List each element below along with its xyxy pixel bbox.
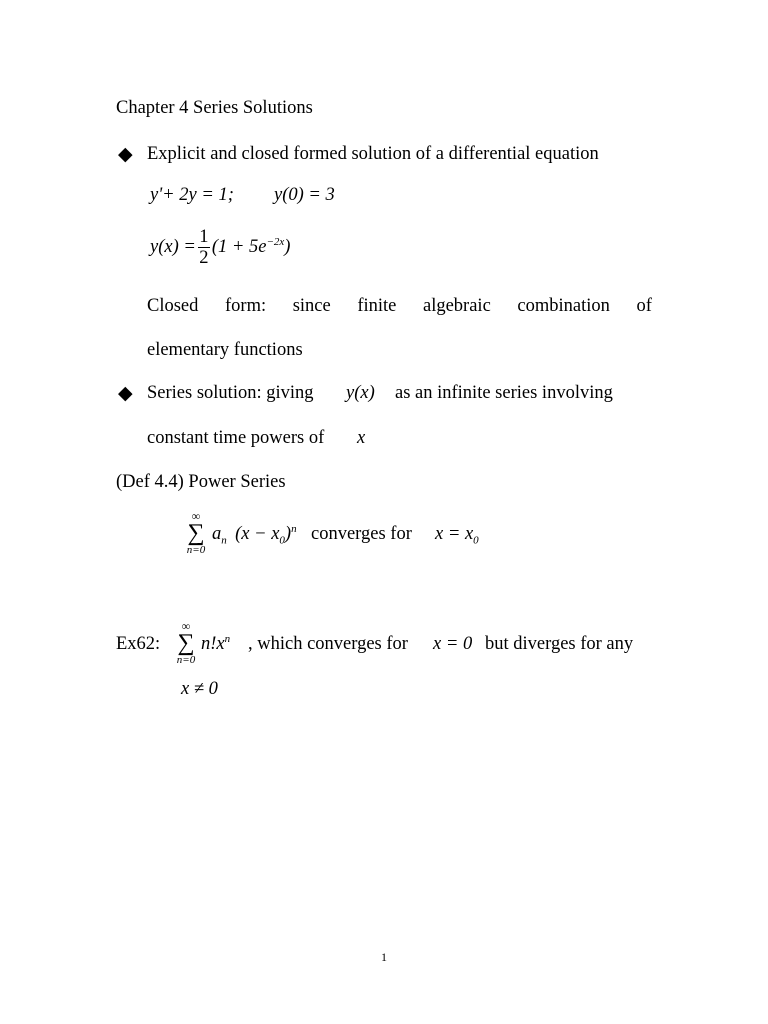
closed-form-line2: elementary functions: [147, 340, 303, 360]
sigma-icon: ∑: [177, 630, 195, 656]
example-label: Ex62:: [116, 634, 161, 654]
diamond-bullet-icon: ◆: [118, 144, 133, 165]
definition-title: (Def 4.4) Power Series: [116, 472, 286, 492]
page-title: Chapter 4 Series Solutions: [116, 98, 313, 118]
word: form:: [225, 296, 267, 316]
sum-upper-limit: ∞: [181, 619, 191, 633]
bullet2-math: y(x): [346, 383, 375, 403]
sum-lower-limit: n=0: [176, 654, 196, 666]
word: Closed: [147, 296, 199, 316]
word: of: [636, 296, 652, 316]
bullet1-text: Explicit and closed formed solution of a differential equation: [147, 144, 599, 164]
power-series-term: $a_n$ $(x - x_0)^n$: [212, 522, 297, 547]
example-term: $n!x^n$: [201, 632, 231, 654]
sum-upper-limit: ∞: [191, 509, 201, 523]
page-number: 1: [381, 950, 387, 964]
equation-ode: y'+ 2y = 1;: [150, 185, 234, 205]
exponent: −2x: [266, 235, 285, 248]
equation-solution: [150, 227, 290, 268]
equation-initial-condition: y(0) = 3: [274, 185, 335, 205]
bullet2-line2: constant time powers of: [147, 428, 325, 448]
bullet2-text-b: as an infinite series involving: [395, 383, 613, 403]
fraction-numerator: 1: [199, 227, 209, 247]
fraction-one-half: [198, 227, 210, 268]
example-condition: x = 0: [433, 634, 473, 654]
definition-condition: $x = x_0$: [435, 524, 479, 547]
word: combination: [517, 296, 610, 316]
example-text-a: , which converges for: [248, 634, 408, 654]
word: finite: [357, 296, 397, 316]
example-text-b: but diverges for any: [485, 634, 634, 654]
example-line2: x ≠ 0: [181, 679, 218, 699]
fraction-denominator: 2: [199, 248, 209, 268]
bullet2-text-a: Series solution: giving: [147, 383, 314, 403]
sigma-icon: ∑: [187, 520, 205, 546]
definition-text: converges for: [311, 524, 412, 544]
word: since: [292, 296, 331, 316]
diamond-bullet-icon: ◆: [118, 383, 133, 404]
sum-lower-limit: n=0: [186, 544, 206, 556]
bullet2-line2-math: x: [357, 428, 366, 448]
summation-symbol: [186, 510, 206, 556]
summation-symbol: [176, 620, 196, 666]
closed-form-line: [147, 296, 652, 317]
word: algebraic: [423, 296, 491, 316]
solution-lhs: y(x) =: [150, 237, 196, 257]
solution-rhs: $(1 + 5e^{-2x})$: [211, 235, 291, 257]
